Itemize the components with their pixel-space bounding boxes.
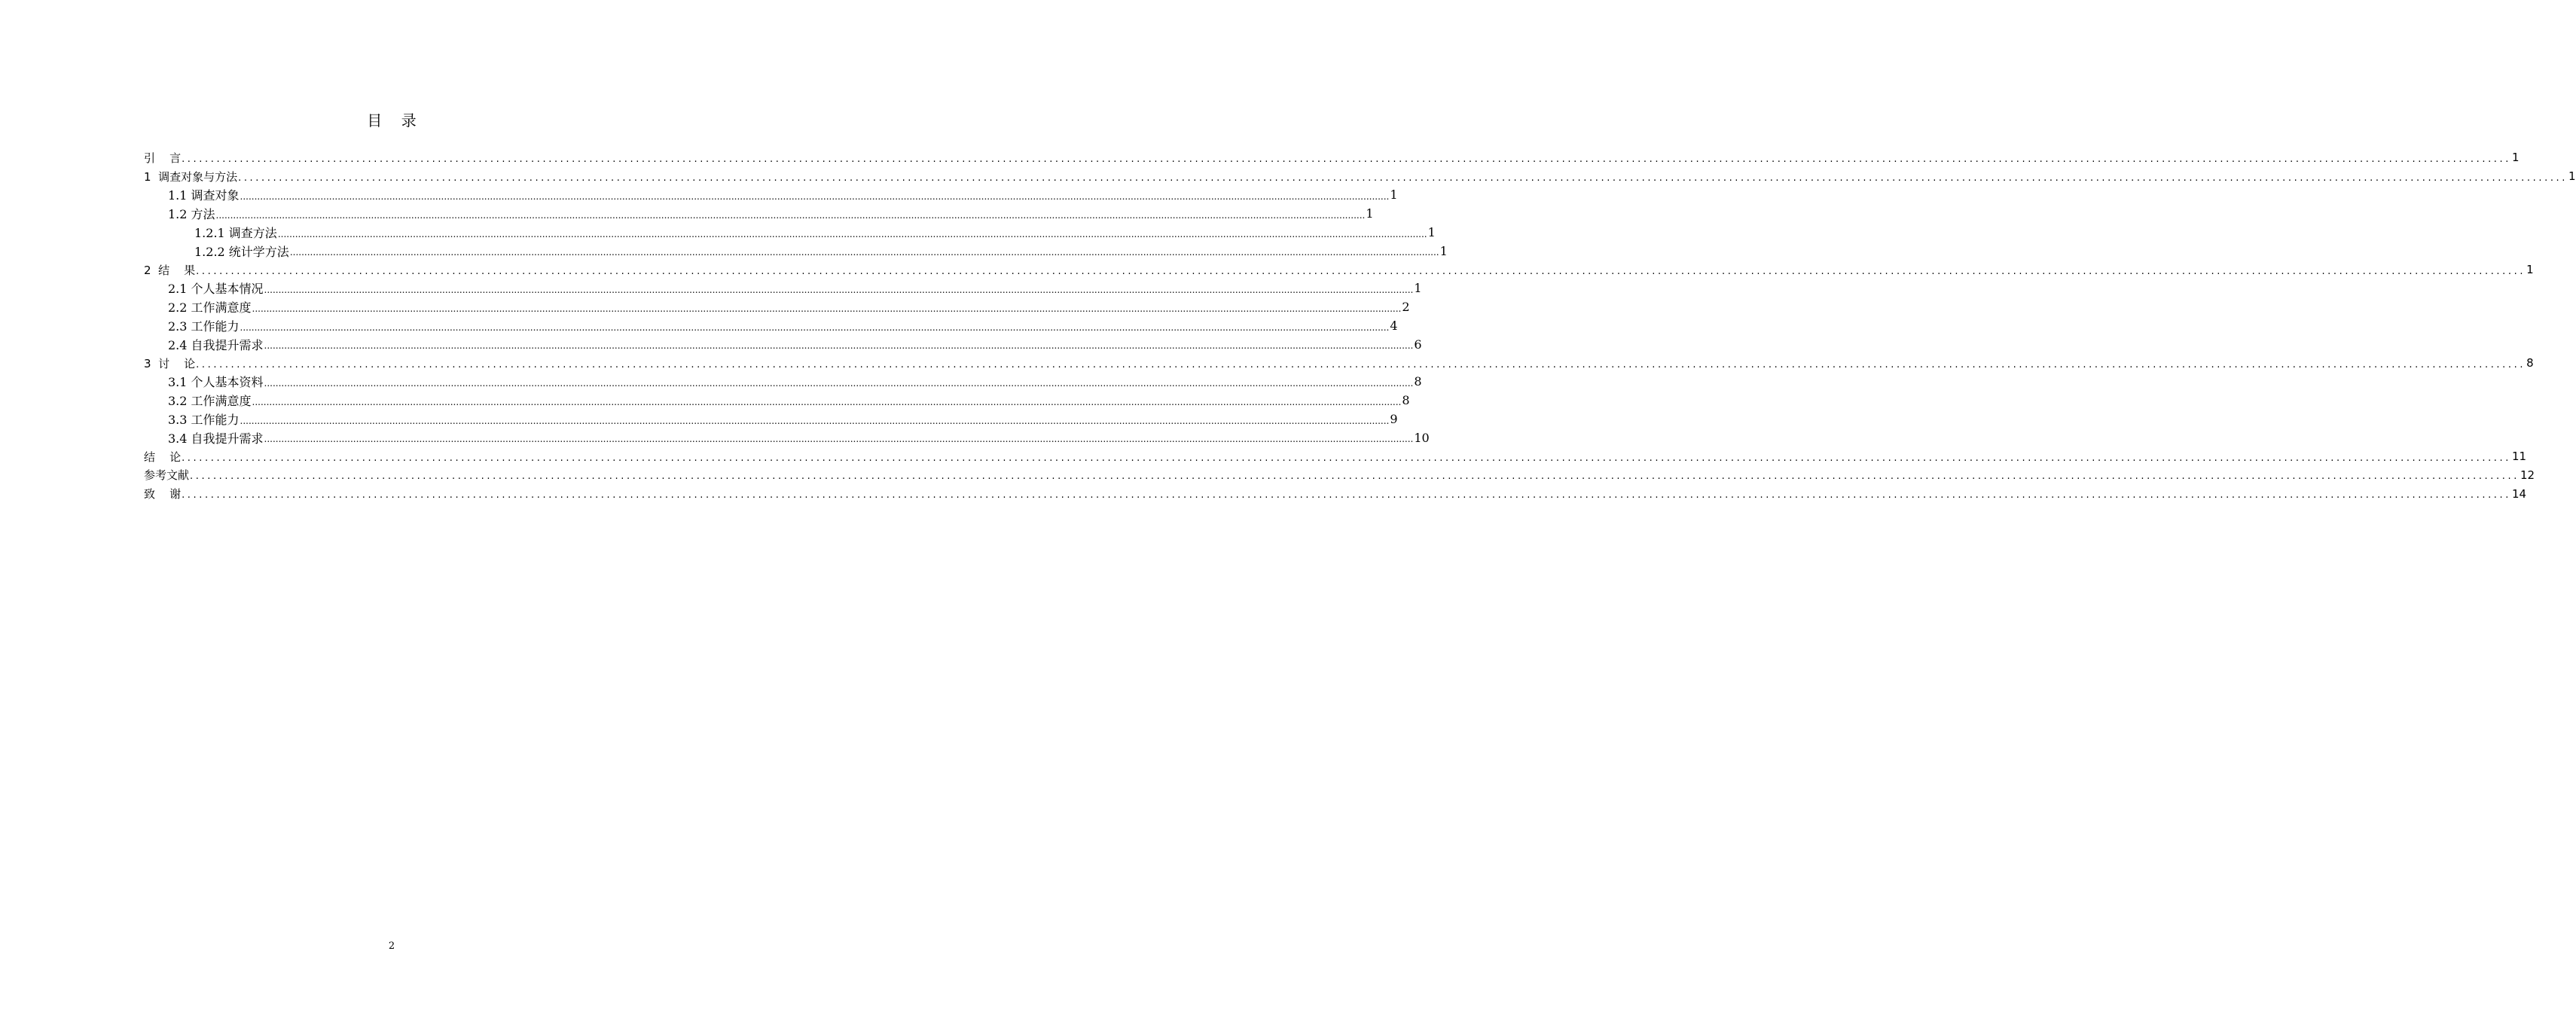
page-number: 2 — [388, 940, 395, 952]
dot-leader: ................................................................................................................................................................................................................................................................................................................................................................................................................ — [182, 153, 2512, 165]
dot-leader: ................................................................................................................................................................................................................................................................................................................................................................................................................ — [264, 434, 1414, 445]
toc-entry-1-2[interactable] — [144, 204, 1374, 223]
toc-entry-page: 8 — [1402, 393, 1410, 408]
toc-entry-section-2[interactable] — [144, 261, 2534, 279]
toc-entry-page: 12 — [2520, 468, 2535, 482]
dot-leader: ................................................................................................................................................................................................................................................................................................................................................................................................................ — [264, 284, 1414, 295]
toc-title: 目 录 — [367, 111, 417, 130]
toc-entry-references[interactable] — [144, 466, 2535, 485]
dot-leader: ................................................................................................................................................................................................................................................................................................................................................................................................................ — [182, 452, 2512, 464]
toc-entry-label: 2 结 果 — [144, 263, 196, 277]
toc-entry-label: 1.2.1 调查方法 — [194, 226, 277, 241]
toc-entry-page: 1 — [1366, 206, 1374, 221]
toc-entry-2-3[interactable] — [144, 316, 1398, 335]
dot-leader: ................................................................................................................................................................................................................................................................................................................................................................................................................ — [252, 303, 1402, 314]
dot-leader: ................................................................................................................................................................................................................................................................................................................................................................................................................ — [264, 377, 1414, 389]
toc-entry-1-2-2[interactable] — [144, 242, 1448, 261]
toc-entry-page: 1 — [1390, 187, 1398, 203]
toc-entry-label: 引 言 — [144, 151, 182, 165]
toc-entry-page: 1 — [2526, 263, 2534, 277]
dot-leader: ................................................................................................................................................................................................................................................................................................................................................................................................................ — [289, 247, 1439, 258]
toc-entry-page: 1 — [2512, 151, 2520, 165]
dot-leader: ................................................................................................................................................................................................................................................................................................................................................................................................................ — [196, 358, 2526, 370]
toc-entry-label: 1.2 方法 — [168, 207, 215, 222]
toc-entry-label: 3.1 个人基本资料 — [168, 375, 264, 390]
toc-entry-label: 3.3 工作能力 — [168, 413, 240, 428]
toc-entry-section-3[interactable] — [144, 354, 2534, 373]
toc-entry-page: 8 — [2526, 356, 2534, 370]
toc-entry-acknowledgements[interactable] — [144, 484, 2527, 503]
table-of-contents — [144, 148, 2576, 503]
toc-entry-introduction[interactable] — [144, 148, 2520, 167]
toc-entry-label: 1 调查对象与方法 — [144, 169, 238, 184]
toc-entry-page: 14 — [2512, 486, 2527, 501]
toc-entry-page: 1 — [2568, 169, 2576, 184]
toc-entry-label: 3.2 工作满意度 — [168, 394, 252, 409]
dot-leader: ................................................................................................................................................................................................................................................................................................................................................................................................................ — [190, 471, 2520, 483]
toc-entry-3-1[interactable] — [144, 373, 1422, 392]
toc-entry-3-4[interactable] — [144, 428, 1430, 447]
toc-entry-2-4[interactable] — [144, 335, 1422, 354]
toc-entry-label: 2.2 工作满意度 — [168, 300, 252, 315]
toc-entry-3-3[interactable] — [144, 410, 1398, 428]
toc-entry-section-1[interactable] — [144, 167, 2576, 186]
toc-entry-label: 致 谢 — [144, 487, 182, 501]
toc-entry-page: 1 — [1427, 225, 1436, 240]
toc-entry-1-2-1[interactable] — [144, 223, 1436, 242]
dot-leader: ................................................................................................................................................................................................................................................................................................................................................................................................................ — [240, 322, 1390, 333]
toc-entry-label: 3 讨 论 — [144, 356, 196, 370]
toc-entry-page: 6 — [1414, 337, 1422, 352]
toc-entry-page: 1 — [1414, 281, 1422, 296]
toc-entry-page: 1 — [1439, 243, 1448, 258]
toc-entry-page: 2 — [1402, 300, 1410, 315]
dot-leader: ................................................................................................................................................................................................................................................................................................................................................................................................................ — [238, 172, 2568, 184]
toc-entry-1-1[interactable] — [144, 186, 1398, 205]
dot-leader: ................................................................................................................................................................................................................................................................................................................................................................................................................ — [277, 228, 1427, 239]
toc-entry-2-1[interactable] — [144, 279, 1422, 298]
toc-entry-page: 9 — [1390, 412, 1398, 427]
dot-leader: ................................................................................................................................................................................................................................................................................................................................................................................................................ — [240, 191, 1390, 202]
toc-entry-label: 3.4 自我提升需求 — [168, 431, 264, 446]
dot-leader: ................................................................................................................................................................................................................................................................................................................................................................................................................ — [252, 396, 1402, 407]
dot-leader: ................................................................................................................................................................................................................................................................................................................................................................................................................ — [196, 265, 2526, 277]
toc-entry-label: 1.2.2 统计学方法 — [194, 244, 289, 259]
toc-entry-page: 8 — [1414, 374, 1422, 389]
toc-entry-page: 11 — [2512, 450, 2527, 464]
dot-leader: ................................................................................................................................................................................................................................................................................................................................................................................................................ — [182, 489, 2512, 501]
dot-leader: ................................................................................................................................................................................................................................................................................................................................................................................................................ — [215, 209, 1366, 221]
toc-entry-label: 参考文献 — [144, 468, 190, 483]
toc-entry-2-2[interactable] — [144, 297, 1410, 316]
toc-entry-label: 1.1 调查对象 — [168, 188, 240, 203]
toc-entry-label: 2.3 工作能力 — [168, 319, 240, 334]
dot-leader: ................................................................................................................................................................................................................................................................................................................................................................................................................ — [264, 340, 1414, 352]
toc-entry-label: 2.4 自我提升需求 — [168, 337, 264, 352]
toc-entry-label: 结 论 — [144, 450, 182, 464]
toc-entry-3-2[interactable] — [144, 391, 1410, 410]
toc-entry-page: 4 — [1390, 319, 1398, 334]
dot-leader: ................................................................................................................................................................................................................................................................................................................................................................................................................ — [240, 415, 1390, 426]
toc-entry-label: 2.1 个人基本情况 — [168, 282, 264, 297]
toc-entry-conclusion[interactable] — [144, 447, 2527, 466]
toc-entry-page: 10 — [1414, 430, 1430, 445]
